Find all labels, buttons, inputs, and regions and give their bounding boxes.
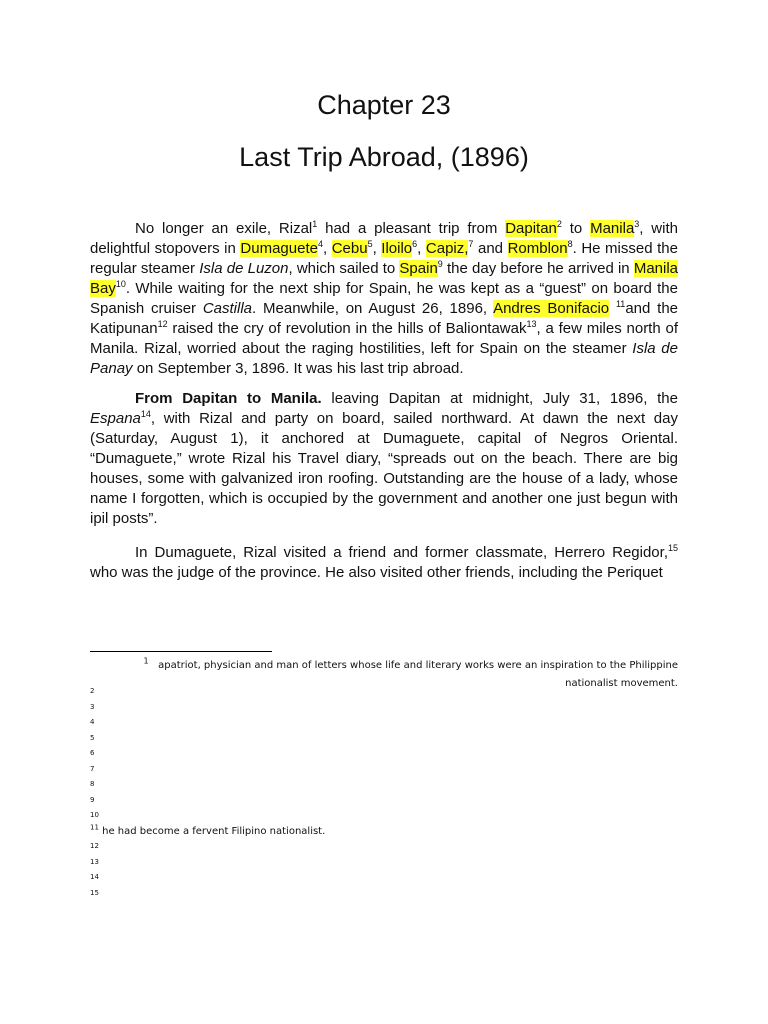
highlight-manila: Manila [590, 220, 635, 237]
footnote-15: 15 [90, 889, 99, 897]
footnote-12: 12 [90, 842, 99, 850]
footnote-9: 9 [90, 796, 95, 804]
footnote-ref: 1 [312, 219, 318, 229]
paragraph-2: From Dapitan to Manila. leaving Dapitan at midnight, July 31, 1896, the Espana$^{14}$, with Rizal and party on board, sailed northward. At dawn the next day (Saturday, August 1), it anchored at Dumaguete, capital of Negros Oriental. “Dumaguete,” wrote Rizal his Travel diary, “spreads out on the beach. There are big houses, some with galvanized iron roofing. Outstanding are the house of a lady, whose name I forgotten, which is occupied by the government and another one just begun with ipil posts”. [90, 390, 678, 527]
footnote-7: 7 [90, 765, 95, 773]
paragraph-1: No longer an exile, Rizal$^1$ had a pleasant trip from Dapitan$^2$ to Manila$^3$, with delightful stopovers in Dumaguete$^4$, Cebu$^5$, Iloilo$^6$, Capiz,$^7$ and Romblon$^8$. He missed the regular steamer Isla de Luzon, which sailed to Spain$^9$ the day before he arrived in Manila Bay$^{10}$. While waiting for the next ship for Spain, he was kept as a “guest” on board the Spanish cruiser Castilla. Meanwhile, on August 26, 1896, Andres Bonifacio $^{11}$and the Katipunan$^{12}$ raised the cry of revolution in the hills of Baliontawak$^{13}$, a few miles north of Manila. Rizal, worried about the raging hostilities, left for Spain on the steamer Isla de Panay on September 3, 1896. It was his last trip abroad. [90, 219, 679, 377]
footnote-14: 14 [90, 873, 99, 881]
footnote-3: 3 [90, 703, 95, 711]
footnote-2: 2 [90, 687, 95, 695]
footnote-10: 10 [90, 811, 99, 819]
footnote-6: 6 [90, 749, 95, 757]
highlight-romblon: Romblon [507, 240, 568, 257]
section-lead: From Dapitan to Manila. [135, 390, 322, 407]
footnote-separator [90, 651, 272, 652]
paragraph-3: In Dumaguete, Rizal visited a friend and former classmate, Herrero Regidor,$^{15}$ who was the judge of the province. He also visited other friends, including the Periquet [90, 543, 678, 581]
footnote-8: 8 [90, 780, 95, 788]
highlight-manila-bay: Manila Bay [90, 260, 679, 297]
footnote-4: 4 [90, 718, 95, 726]
chapter-title: Last Trip Abroad, (1896) [239, 142, 529, 172]
highlight-cebu: Cebu [331, 240, 368, 257]
highlight-spain: Spain [399, 260, 438, 277]
highlight-andres-bonifacio: Andres Bonifacio [493, 300, 610, 317]
footnote-5: 5 [90, 734, 95, 742]
footnote-13: 13 [90, 858, 99, 866]
footnote-11: $^{11}$ he had become a fervent Filipino nationalist. [90, 823, 326, 837]
chapter-number: Chapter 23 [317, 90, 451, 120]
highlight-dapitan: Dapitan [505, 220, 557, 237]
footnote-1: $^1$ apatriot, physician and man of letters whose life and literary works were an inspiration to the Philippine nationalist movement. [143, 656, 678, 689]
highlight-capiz: Capiz, [425, 240, 469, 257]
highlight-iloilo: Iloilo [381, 240, 413, 257]
highlight-dumaguete: Dumaguete [240, 240, 318, 257]
